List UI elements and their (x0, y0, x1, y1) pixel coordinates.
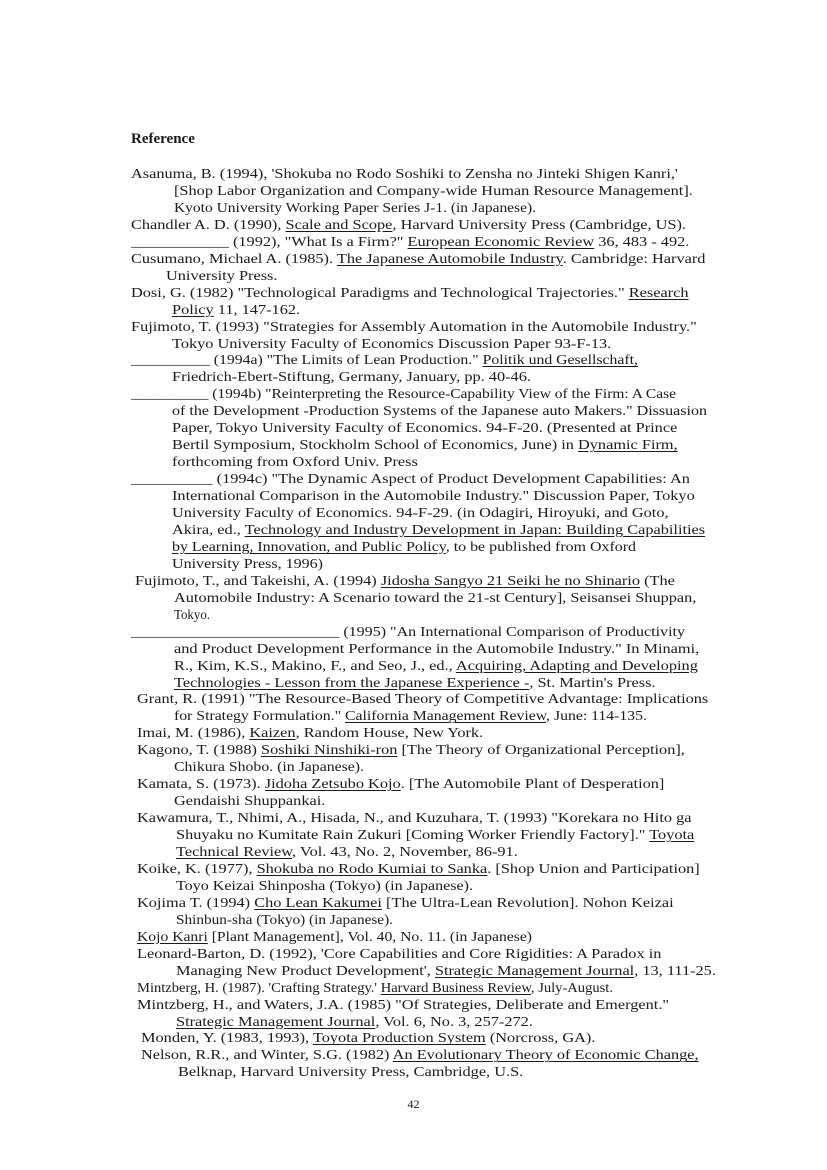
reference-text: Friedrich-Ebert-Stiftung, Germany, January, pp. 40-46. (172, 369, 531, 385)
reference-line-text (131, 284, 689, 301)
reference-text: , St. Martin's Press. (529, 674, 656, 690)
reference-line (131, 318, 697, 335)
reference-line (176, 962, 716, 979)
reference-text: Belknap, Harvard University Press, Cambridge, U.S. (178, 1064, 524, 1080)
reference-line (137, 979, 613, 996)
reference-line (166, 267, 278, 284)
reference-line-text (174, 758, 364, 775)
reference-text: Kawamura, T., Nhimi, A., Hisada, N., and Kuzuhara, T. (1993) "Korekara no Hito ga (137, 810, 692, 826)
reference-text: Kyoto University Working Paper Series J-1. (in Japanese). (174, 199, 536, 215)
reference-line-text (131, 318, 697, 335)
underlined-title: Research (628, 284, 689, 300)
reference-line (172, 555, 323, 572)
reference-line (137, 724, 484, 741)
reference-line (141, 1046, 699, 1063)
reference-text: International Comparison in the Automobile Industry." Discussion Paper, Tokyo (172, 488, 695, 504)
underlined-title: Strategic Management Journal (176, 1013, 376, 1029)
reference-text: Grant, R. (1991) "The Resource-Based Theory of Competitive Advantage: Implications (137, 691, 709, 707)
underlined-title: The Japanese Automobile Industry (336, 250, 563, 266)
reference-line (137, 775, 665, 792)
reference-line (172, 402, 707, 419)
underlined-title: Technology and Industry Development in Japan: Building Capabilities (244, 521, 706, 537)
reference-text: (The (639, 572, 675, 588)
reference-line (174, 792, 326, 809)
reference-line-text (174, 792, 325, 809)
reference-text: Tokyo University Faculty of Economics Discussion Paper 93-F-13. (172, 335, 612, 351)
reference-line-text (131, 250, 705, 267)
page-number: 42 (407, 1097, 420, 1111)
reference-text: , Harvard University Press (Cambridge, US). (392, 216, 686, 232)
reference-heading: Reference (131, 131, 195, 147)
reference-text: Dosi, G. (1982) "Technological Paradigms and Technological Trajectories." (131, 284, 629, 300)
reference-line (172, 436, 678, 453)
underlined-title: Technical Review (176, 844, 293, 859)
reference-line-text (131, 623, 685, 640)
reference-text: Kojima T. (1994) (137, 894, 255, 910)
reference-text: Automobile Industry: A Scenario toward the 21-st Century], Seisansei Shuppan, (174, 589, 697, 605)
reference-line (172, 453, 418, 470)
reference-text: 36, 483 - 492. (594, 233, 690, 249)
reference-line-text (137, 860, 700, 877)
reference-line-text (174, 589, 696, 606)
reference-text: . [Shop Union and Participation] (487, 860, 700, 876)
reference-line (172, 301, 301, 318)
reference-text: Chikura Shobo. (in Japanese). (174, 759, 364, 775)
underlined-title: Scale and Scope (285, 216, 393, 232)
reference-line-text (174, 182, 693, 199)
reference-line (172, 487, 695, 504)
reference-line (178, 1063, 524, 1080)
reference-line (137, 996, 670, 1013)
reference-line-text (176, 911, 393, 928)
reference-line-text (141, 1029, 595, 1046)
reference-line (137, 690, 709, 707)
reference-line (174, 589, 697, 606)
underlined-title: Shokuba no Rodo Kumiai to Sanka (256, 860, 488, 876)
reference-text: ____________ (1992), "What Is a Firm?" (131, 233, 408, 249)
reference-text: (Norcross, GA). (485, 1030, 596, 1046)
reference-line (131, 165, 678, 182)
reference-line (135, 572, 675, 589)
reference-text: . Cambridge: Harvard (562, 250, 706, 266)
reference-line (172, 538, 636, 555)
reference-line (174, 707, 647, 724)
reference-line (176, 877, 473, 894)
reference-line-text (176, 843, 518, 860)
reference-text: [The Theory of Organizational Perception], (397, 742, 685, 758)
reference-line-text (172, 487, 695, 504)
reference-text: Kamata, S. (1973). (137, 776, 265, 792)
reference-text: Managing New Product Development', (176, 962, 435, 978)
reference-text: [Shop Labor Organization and Company-wide Human Resource Management]. (174, 182, 693, 198)
reference-line-text (172, 453, 418, 470)
underlined-title: Policy (172, 301, 214, 317)
reference-line (174, 674, 656, 691)
reference-line-text (174, 199, 536, 216)
reference-line-text (176, 826, 694, 843)
underlined-title: An Evolutionary Theory of Economic Change, (392, 1047, 699, 1063)
reference-text: __________ (1994b) "Reinterpreting the Resource-Capability View of the Firm: A Case (131, 386, 676, 402)
reference-line-text (172, 402, 707, 419)
reference-line-text (174, 707, 647, 724)
reference-line (131, 623, 685, 640)
reference-line (131, 470, 690, 487)
reference-text: Toyo Keizai Shinposha (Tokyo) (in Japanese). (176, 877, 473, 893)
reference-line (172, 368, 531, 385)
reference-text: Imai, M. (1986), (137, 725, 250, 741)
reference-line-text (174, 640, 699, 657)
reference-line-text (172, 555, 323, 572)
reference-text: University Press. (166, 267, 278, 283)
reference-text: Cusumano, Michael A. (1985). (131, 250, 337, 266)
reference-text: Koike, K. (1977), (137, 860, 257, 876)
reference-text: , June: 114-135. (546, 708, 647, 724)
reference-line (172, 504, 669, 521)
reference-line-text (137, 690, 708, 707)
underlined-title: Politik und Gesellschaft, (482, 352, 638, 368)
reference-line-text (174, 606, 210, 623)
reference-text: University Faculty of Economics. 94-F-29. (in Odagiri, Hiroyuki, and Goto, (172, 505, 669, 520)
reference-line (141, 1029, 596, 1046)
reference-text: Akira, ed., (172, 521, 245, 537)
reference-text: R., Kim, K.S., Makino, F., and Seo, J., ed., (174, 657, 456, 673)
reference-text: Leonard-Barton, D. (1992), 'Core Capabilities and Core Rigidities: A Paradox in (137, 945, 662, 961)
underlined-title: Toyota (649, 827, 695, 843)
underlined-title: Dynamic Firm, (577, 437, 678, 453)
reference-line (174, 640, 700, 657)
reference-text: [Plant Management], Vol. 40, No. 11. (in Japanese) (207, 928, 532, 944)
underlined-title: Kaizen (249, 725, 296, 741)
reference-line (131, 351, 638, 368)
reference-line (174, 657, 698, 674)
reference-line-text (137, 724, 483, 741)
reference-text: 11, 147-162. (213, 301, 301, 317)
reference-text: , Random House, New York. (295, 725, 484, 741)
reference-line (172, 335, 612, 352)
reference-text: Mintzberg, H. (1987). 'Crafting Strategy.' (137, 979, 381, 995)
reference-line-text (172, 368, 531, 385)
reference-line (131, 250, 706, 267)
reference-line-text (172, 419, 677, 436)
reference-text: Kagono, T. (1988) (137, 742, 261, 758)
reference-line-text (137, 945, 661, 962)
reference-text: Mintzberg, H., and Waters, J.A. (1985) "Of Strategies, Deliberate and Emergent." (137, 996, 670, 1012)
underlined-title: Kojo Kanri (137, 928, 208, 944)
reference-text: , to be published from Oxford (445, 538, 636, 554)
reference-line (137, 741, 685, 758)
underlined-title: Harvard Business Review (380, 979, 531, 995)
reference-text: , 13, 111-25. (634, 962, 716, 978)
reference-text: . [The Automobile Plant of Desperation] (400, 776, 665, 792)
reference-text: Chandler A. D. (1990), (131, 216, 286, 232)
reference-line-text (137, 894, 674, 911)
reference-line-text (131, 385, 676, 402)
underlined-title: Toyota Production System (312, 1030, 486, 1046)
reference-text: University Press, 1996) (172, 555, 323, 571)
reference-text: Nelson, R.R., and Winter, S.G. (1982) (141, 1047, 393, 1063)
reference-line-text (172, 436, 678, 453)
reference-line (176, 826, 695, 843)
reference-text: __________________________ (1995) "An International Comparison of Productivity (131, 623, 685, 639)
reference-text: of the Development -Production Systems of the Japanese auto Makers." Dissuasion (172, 403, 707, 419)
reference-line (174, 758, 364, 775)
reference-line (131, 216, 686, 233)
reference-line-text (131, 351, 638, 368)
reference-line-text (178, 1063, 523, 1080)
reference-text: Asanuma, B. (1994), 'Shokuba no Rodo Soshiki to Zensha no Jinteki Shigen Kanri,' (131, 166, 678, 181)
reference-text: , Vol. 6, No. 3, 257-272. (375, 1013, 533, 1029)
reference-line-text (135, 572, 675, 589)
reference-line (137, 928, 532, 945)
reference-line-text (174, 674, 656, 691)
reference-line-text (176, 962, 716, 979)
reference-text: Monden, Y. (1983, 1993), (141, 1030, 313, 1046)
reference-line-text (176, 1013, 533, 1030)
reference-line-text (137, 996, 669, 1013)
underlined-title: Jidoha Zetsubo Kojo (264, 776, 401, 792)
reference-text: forthcoming from Oxford Univ. Press (172, 454, 418, 470)
underlined-title: Acquiring, Adapting and Developing (455, 657, 698, 673)
reference-text: [The Ultra-Lean Revolution]. Nohon Keizai (381, 894, 674, 910)
reference-text: for Strategy Formulation." (174, 708, 345, 724)
reference-line (137, 809, 692, 826)
reference-line-text (172, 504, 669, 521)
reference-line (131, 284, 689, 301)
reference-line-text (172, 301, 300, 318)
reference-text: , July-August. (530, 979, 613, 995)
reference-line-text (174, 657, 698, 674)
reference-line (172, 419, 678, 436)
underlined-title: European Economic Review (407, 233, 595, 249)
reference-text: Fujimoto, T., and Takeishi, A. (1994) (135, 572, 381, 588)
reference-line (174, 199, 536, 216)
reference-line-text (172, 521, 705, 538)
reference-line (131, 385, 676, 402)
reference-text: Fujimoto, T. (1993) "Strategies for Assembly Automation in the Automobile Industry." (131, 318, 697, 334)
reference-line (137, 860, 700, 877)
reference-line (176, 911, 393, 928)
reference-text: Shinbun-sha (Tokyo) (in Japanese). (176, 911, 393, 927)
reference-line-text (131, 470, 690, 487)
reference-text: Bertil Symposium, Stockholm School of Economics, June) in (172, 437, 578, 453)
reference-text: Paper, Tokyo University Faculty of Economics. 94-F-20. (Presented at Prince (172, 420, 678, 436)
reference-line (176, 1013, 533, 1030)
reference-line (172, 521, 706, 538)
reference-line-text (141, 1046, 699, 1063)
reference-line-text (131, 216, 686, 233)
reference-line-text (172, 538, 636, 555)
reference-line-text (131, 165, 678, 182)
reference-line-text (166, 267, 277, 284)
underlined-title: Strategic Management Journal (434, 962, 635, 978)
reference-line-text (137, 809, 691, 826)
reference-text: Gendaishi Shuppankai. (174, 793, 326, 809)
reference-line-text (172, 335, 611, 352)
reference-text: __________ (1994a) "The Limits of Lean Production." (131, 352, 483, 368)
reference-text: , Vol. 43, No. 2, November, 86-91. (292, 844, 518, 859)
reference-line-text (137, 928, 532, 945)
reference-line (174, 606, 212, 623)
reference-line (137, 894, 674, 911)
underlined-title: California Management Review (344, 708, 547, 724)
reference-line-text (131, 233, 689, 250)
reference-text: __________ (1994c) "The Dynamic Aspect of Product Development Capabilities: An (131, 471, 690, 487)
reference-line (131, 233, 690, 250)
reference-text: Tokyo. (174, 606, 210, 622)
underlined-title: Technologies - Lesson from the Japanese Experience - (174, 674, 530, 690)
reference-line (174, 182, 693, 199)
reference-text: Shuyaku no Kumitate Rain Zukuri [Coming Worker Friendly Factory]." (176, 827, 650, 843)
reference-line (176, 843, 518, 860)
underlined-title: Cho Lean Kakumei (254, 894, 382, 910)
underlined-title: Jidosha Sangyo 21 Seiki he no Shinario (380, 572, 640, 588)
underlined-title: by Learning, Innovation, and Public Policy (172, 538, 446, 554)
reference-line-text (137, 979, 613, 996)
reference-text: and Product Development Performance in the Automobile Industry." In Minami, (174, 640, 700, 656)
reference-line (137, 945, 662, 962)
reference-line-text (176, 877, 473, 894)
reference-line-text (137, 775, 664, 792)
underlined-title: Soshiki Ninshiki-ron (260, 742, 398, 758)
reference-line-text (137, 741, 685, 758)
